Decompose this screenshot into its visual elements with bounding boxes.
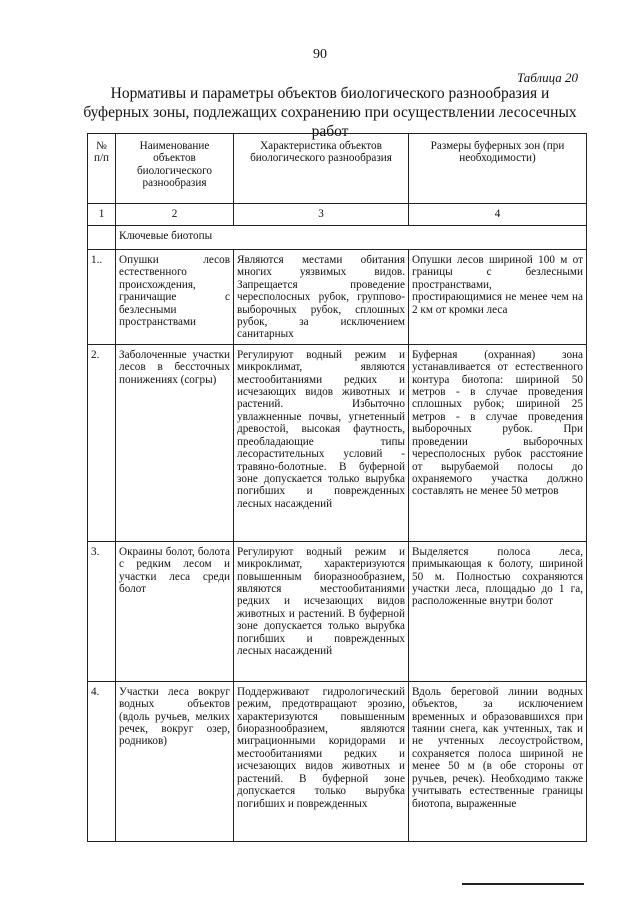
row-characteristic: Регулируют водный режим и микроклимат, характеризуются повышенным биоразнообразием, являются местообитаниями редких и исчезающих видов животных и растений. В буферной зоне допускается только вырубка погибших и поврежденных лесных насаждений	[234, 541, 409, 681]
row-buffer-size: Буферная (охранная) зона устанавливается от естественного контура биотопа: шириной 50 метров - в случае проведения сплошных рубок; шириной 25 метров - в случае проведения выборочных рубок. При проведении выборочных чересполосных рубок расстояние от вырубаемой полосы до охраняемого участка должно составлять не менее 50 метров	[409, 344, 587, 541]
table-row	[88, 250, 587, 345]
row-number: 1..	[88, 250, 116, 345]
row-characteristic: Являются местами обитания многих уязвимых видов. Запрещается проведение чересполосных рубок, группово-выборочных рубок, сплошных рубок, за исключением санитарных	[234, 250, 409, 345]
page-number: 90	[313, 47, 327, 62]
document-title: Нормативы и параметры объектов биологического разнообразия и буферных зоны, подлежащих сохранению при осуществлении лесосечных работ	[83, 85, 577, 140]
header-characteristic: Характеристика объектов биологического разнообразия	[234, 134, 409, 204]
section-row	[88, 226, 587, 250]
header-object-name: Наименование объектов биологического разнообразия	[116, 134, 234, 204]
row-buffer-size: Выделяется полоса леса, примыкающая к болоту, шириной 50 м. Полностью сохраняются участки леса, площадью до 1 га, расположенные внутри болот	[409, 541, 587, 681]
table-label: Таблица 20	[516, 70, 578, 85]
row-number: 4.	[88, 681, 116, 841]
row-buffer-size: Опушки лесов шириной 100 м от границы с безлесными пространствами, простирающимися не менее чем на 2 км от кромки леса	[409, 250, 587, 345]
row-number: 3.	[88, 541, 116, 681]
table-row	[88, 541, 587, 681]
column-number-row	[88, 204, 587, 226]
section-cell-empty	[88, 226, 116, 250]
section-label: Ключевые биотопы	[116, 226, 587, 250]
norms-table	[87, 133, 587, 842]
row-object-name: Опушки лесов естественного происхождения, граничащие с безлесными пространствами	[116, 250, 234, 345]
row-object-name: Участки леса вокруг водных объектов (вдоль ручьев, мелких речек, вокруг озер, родников)	[116, 681, 234, 841]
row-characteristic: Поддерживают гидрологический режим, предотвращают эрозию, характеризуются повышенным биоразнообразием, являются миграционными коридорами и местообитаниями редких и исчезающих видов животных и растений. В буферной зоне допускается только вырубка погибших и поврежденных	[234, 681, 409, 841]
row-object-name: Окраины болот, болота с редким лесом и участки леса среди болот	[116, 541, 234, 681]
table-row	[88, 344, 587, 541]
column-number: 3	[234, 204, 409, 226]
header-buffer-size: Размеры буферных зон (при необходимости)	[409, 134, 587, 204]
header-number: № п/п	[88, 134, 116, 204]
table-row	[88, 681, 587, 841]
row-characteristic: Регулируют водный режим и микроклимат, являются местообитаниями редких и исчезающих видов животных и растений. Избыточно увлажненные почвы, угнетенный древостой, высокая фаутность, преобладающие типы лесорастительных условий - травяно-болотные. В буферной зоне допускается только вырубка погибших и поврежденных лесных насаждений	[234, 344, 409, 541]
table-header-row	[88, 134, 587, 204]
column-number: 1	[88, 204, 116, 226]
column-number: 2	[116, 204, 234, 226]
footer-rule	[462, 883, 584, 885]
row-buffer-size: Вдоль береговой линии водных объектов, за исключением временных и образовавшихся при таянии снега, как учтенных, так и не учтенных лесоустройством, сохраняется полоса шириной не менее 50 м (в обе стороны от ручьев, речек). Необходимо также учитывать естественные границы биотопа, выраженные	[409, 681, 587, 841]
column-number: 4	[409, 204, 587, 226]
row-object-name: Заболоченные участки лесов в бессточных понижениях (согры)	[116, 344, 234, 541]
row-number: 2.	[88, 344, 116, 541]
